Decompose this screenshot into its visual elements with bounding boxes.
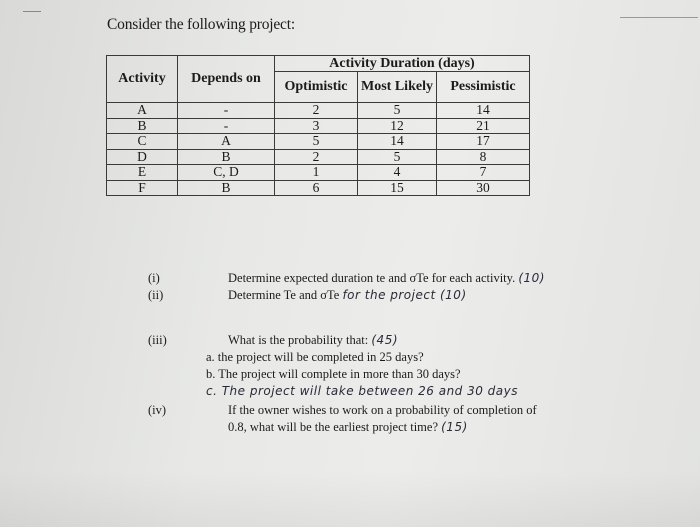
cell-depends-on: -: [178, 103, 275, 119]
handwritten-marks: (15): [441, 420, 468, 434]
cell-optimistic: 1: [275, 165, 358, 181]
margin-mark: [23, 11, 41, 12]
project-activity-table: [106, 55, 530, 196]
question-text: Determine expected duration te and σTe for each activity. (10): [228, 271, 545, 285]
question-number: (i): [148, 271, 160, 285]
cell-pessimistic: 7: [437, 165, 530, 181]
page-heading: Consider the following project:: [107, 16, 295, 33]
table-row: [107, 180, 530, 196]
table-row: [107, 103, 530, 119]
question-number: (iv): [148, 403, 167, 417]
cell-optimistic: 5: [275, 134, 358, 150]
header-activity: Activity: [107, 56, 178, 103]
cell-activity: A: [107, 103, 178, 119]
handwritten-marks: (10): [518, 271, 545, 285]
question-text: Determine Te and σTe for the project (10): [228, 288, 467, 302]
question-iii-b: b. The project will complete in more than 30 days?: [206, 367, 461, 381]
handwritten-marks: (45): [371, 333, 399, 347]
cell-activity: B: [107, 118, 178, 134]
cell-optimistic: 6: [275, 180, 358, 196]
header-pessimistic: Pessimistic: [437, 72, 530, 103]
header-optimistic: Optimistic: [275, 72, 358, 103]
table-row: [107, 165, 530, 181]
cell-depends-on: -: [178, 118, 275, 134]
question-number: (ii): [148, 288, 164, 302]
table-row: [107, 134, 530, 150]
cell-most-likely: 12: [358, 118, 437, 134]
header-activity-duration: Activity Duration (days): [275, 56, 530, 72]
cell-most-likely: 4: [358, 165, 437, 181]
page-shadow: [0, 470, 700, 527]
question-iv-continued: 0.8, what will be the earliest project time? (15): [228, 420, 468, 434]
cell-pessimistic: 21: [437, 118, 530, 134]
cell-activity: D: [107, 149, 178, 165]
question-iii-c-handwritten: c. The project will take between 26 and 30 days: [206, 384, 519, 398]
question-text: What is the probability that: (45): [228, 333, 399, 347]
question-iii-a: a. the project will be completed in 25 days?: [206, 350, 424, 364]
cell-depends-on: B: [178, 149, 275, 165]
cell-most-likely: 15: [358, 180, 437, 196]
cell-depends-on: C, D: [178, 165, 275, 181]
cell-activity: C: [107, 134, 178, 150]
cell-pessimistic: 30: [437, 180, 530, 196]
handwritten-note: for the project (10): [342, 288, 467, 302]
table-row: [107, 118, 530, 134]
question-text: If the owner wishes to work on a probability of completion of: [228, 403, 537, 417]
cell-optimistic: 2: [275, 149, 358, 165]
header-most-likely: Most Likely: [358, 72, 437, 103]
cell-depends-on: A: [178, 134, 275, 150]
question-number: (iii): [148, 333, 167, 347]
table-row: [107, 149, 530, 165]
cell-pessimistic: 8: [437, 149, 530, 165]
margin-line: [620, 17, 698, 18]
cell-most-likely: 14: [358, 134, 437, 150]
cell-pessimistic: 17: [437, 134, 530, 150]
cell-depends-on: B: [178, 180, 275, 196]
cell-activity: F: [107, 180, 178, 196]
cell-pessimistic: 14: [437, 103, 530, 119]
cell-optimistic: 3: [275, 118, 358, 134]
header-depends-on: Depends on: [178, 56, 275, 103]
cell-activity: E: [107, 165, 178, 181]
cell-most-likely: 5: [358, 103, 437, 119]
cell-most-likely: 5: [358, 149, 437, 165]
cell-optimistic: 2: [275, 103, 358, 119]
